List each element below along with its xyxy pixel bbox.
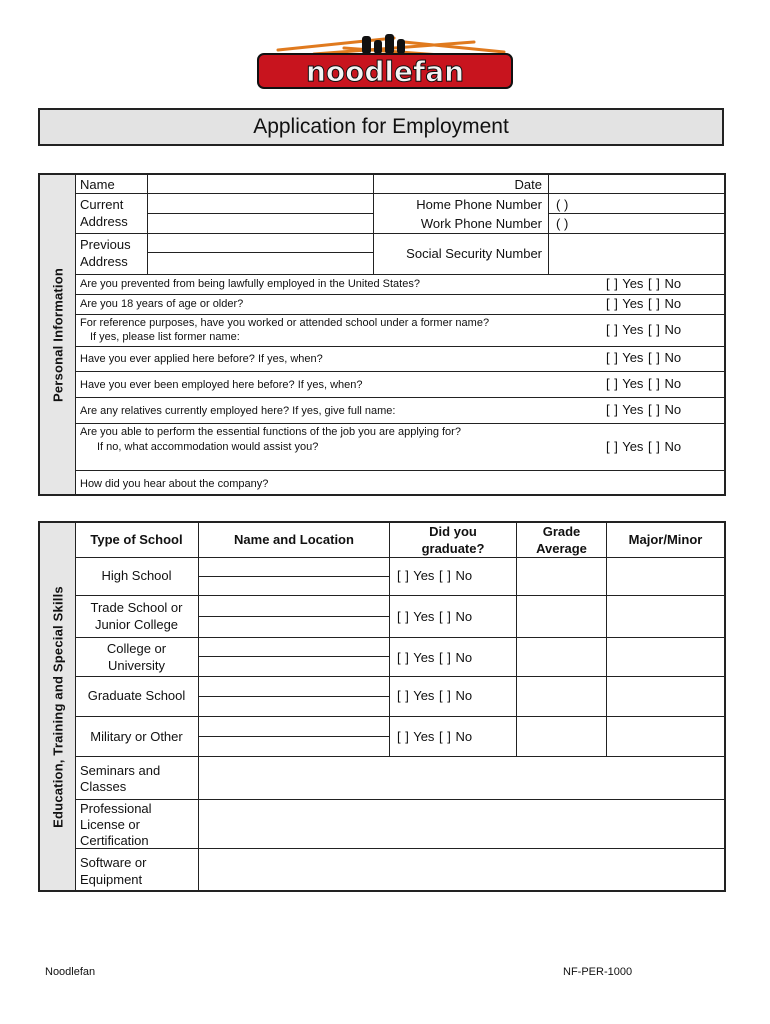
divider [606,523,607,756]
ssn-field[interactable] [550,235,722,273]
question-text: If no, what accommodation would assist you? [97,441,319,453]
form-title-text: Application for Employment [253,115,509,138]
graduated-checkbox[interactable]: [ ] Yes [ ] No [397,650,473,665]
extra-label: Professional [80,801,152,816]
hear-about-label: How did you hear about the company? [80,478,269,490]
date-field[interactable] [550,176,722,192]
graduated-checkbox[interactable]: [ ] Yes [ ] No [397,609,473,624]
graduated-checkbox[interactable]: [ ] Yes [ ] No [397,568,473,583]
home-phone-label: Home Phone Number [416,197,542,212]
yes-no-checkbox[interactable]: [ ] Yes [ ] No [606,350,682,365]
name-location-field[interactable] [200,678,388,715]
divider [75,397,724,398]
grade-average-field[interactable] [518,718,605,755]
divider [75,193,724,194]
name-location-field[interactable] [200,639,388,675]
current-address-label: Address [80,214,128,229]
divider [75,371,724,372]
divider [75,799,724,800]
school-type-label: Junior College [94,617,179,632]
header-name-location: Name and Location [234,532,354,547]
footer-company: Noodlefan [45,966,96,978]
divider [75,637,724,638]
major-minor-field[interactable] [608,678,723,715]
divider [75,346,724,347]
seminars-field[interactable] [200,758,723,798]
extra-label: Classes [80,779,127,794]
header-grade-average: Grade [542,524,581,539]
header-major-minor: Major/Minor [628,532,703,547]
school-type-label: College or [106,641,167,656]
extra-label: License or [80,817,140,832]
name-field[interactable] [149,176,372,192]
question-text: Are you prevented from being lawfully employed in the United States? [80,278,420,290]
divider [75,470,724,471]
school-type-label: Military or Other [90,729,183,744]
current-address-label: Current [80,197,124,212]
grade-average-field[interactable] [518,559,605,594]
question-text: Have you ever been employed here before? If yes, when? [80,379,363,391]
header-grade-average: Average [536,541,587,556]
software-field[interactable] [200,850,723,888]
yes-no-checkbox[interactable]: [ ] Yes [ ] No [606,322,682,337]
question-text: Are you able to perform the essential functions of the job you are applying for? [80,426,461,438]
school-type-label: Graduate School [87,688,186,703]
grade-average-field[interactable] [518,597,605,636]
personal-info-sidebar [40,175,76,494]
question-text: If yes, please list former name: [90,331,240,343]
divider [75,557,724,558]
footer-form-code: NF-PER-1000 [563,966,633,978]
previous-address-label: Previous [80,237,131,252]
divider [75,314,724,315]
license-field[interactable] [200,801,723,847]
major-minor-field[interactable] [608,718,723,755]
divider [75,848,724,849]
divider [373,175,374,274]
yes-no-checkbox[interactable]: [ ] Yes [ ] No [606,276,682,291]
personal-info-label: Personal Information [50,267,65,402]
major-minor-field[interactable] [608,559,723,594]
ssn-label: Social Security Number [406,246,542,261]
yes-no-checkbox[interactable]: [ ] Yes [ ] No [606,376,682,391]
name-location-field[interactable] [200,718,388,755]
divider [147,175,148,274]
yes-no-checkbox[interactable]: [ ] Yes [ ] No [606,296,682,311]
work-phone-field[interactable]: ( ) [556,216,569,231]
education-sidebar [40,523,76,890]
divider [75,423,724,424]
divider [75,233,724,234]
header-type-of-school: Type of School [90,532,183,547]
noodlefan-logo [254,30,516,92]
divider [75,676,724,677]
current-address-field[interactable] [149,195,372,232]
school-type-label: High School [101,568,172,583]
home-phone-field[interactable]: ( ) [556,197,569,212]
divider [548,213,724,214]
extra-label: Seminars and [80,763,161,778]
logo-wordmark: noodlefan [305,55,465,88]
form-title [38,108,724,146]
graduated-checkbox[interactable]: [ ] Yes [ ] No [397,729,473,744]
header-graduate: Did you [429,524,477,539]
previous-address-field[interactable] [149,235,372,273]
divider [198,523,199,890]
date-label: Date [514,177,542,192]
question-text: Have you ever applied here before? If yes, when? [80,353,323,365]
divider [516,523,517,756]
yes-no-checkbox[interactable]: [ ] Yes [ ] No [606,402,682,417]
divider [75,756,724,757]
name-label: Name [80,177,115,192]
question-text: For reference purposes, have you worked or attended school under a former name? [80,317,490,329]
name-location-field[interactable] [200,597,388,636]
graduated-checkbox[interactable]: [ ] Yes [ ] No [397,688,473,703]
divider [389,523,390,756]
school-type-label: Trade School or [90,600,183,615]
divider [75,294,724,295]
question-text: Are you 18 years of age or older? [80,298,244,310]
question-text: Are any relatives currently employed here? If yes, give full name: [80,405,396,417]
header-graduate: graduate? [421,541,485,556]
divider [75,274,724,275]
name-location-field[interactable] [200,559,388,594]
divider [75,716,724,717]
major-minor-field[interactable] [608,639,723,675]
divider [548,175,549,274]
education-label: Education, Training and Special Skills [50,585,65,828]
extra-label: Software or [80,855,147,870]
work-phone-label: Work Phone Number [420,216,542,231]
previous-address-label: Address [80,254,128,269]
grade-average-field[interactable] [518,678,605,715]
extra-label: Certification [80,833,149,848]
major-minor-field[interactable] [608,597,723,636]
extra-label: Equipment [80,872,143,887]
school-type-label: University [107,658,166,673]
divider [75,595,724,596]
grade-average-field[interactable] [518,639,605,675]
yes-no-checkbox[interactable]: [ ] Yes [ ] No [606,439,682,454]
